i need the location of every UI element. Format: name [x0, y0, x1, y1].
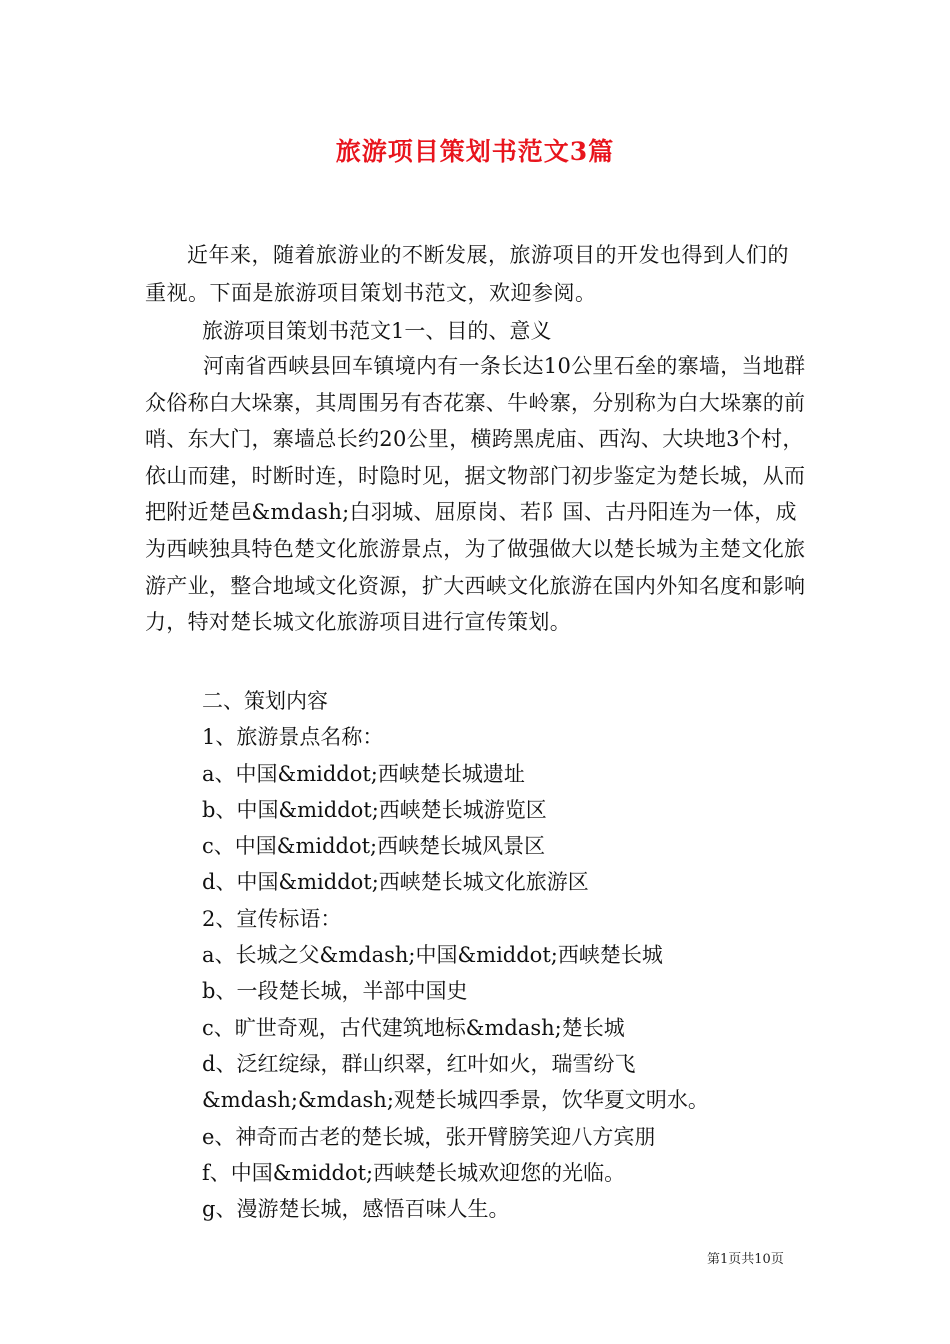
- scenic-name-item: c、中国&middot;西峡楚长城风景区: [202, 834, 546, 859]
- page-number-footer: 第1页共10页: [707, 1252, 784, 1267]
- slogan-item: b、一段楚长城，半部中国史: [202, 979, 468, 1004]
- slogan-item: c、旷世奇观，古代建筑地标&mdash;楚长城: [202, 1015, 625, 1040]
- slogan-item: g、漫游楚长城，感悟百味人生。: [202, 1197, 510, 1222]
- section-one-paragraph: 河南省西峡县回车镇境内有一条长达10公里石垒的寨墙，当地群众俗称白大垛寨，其周围另有杏花寨、牛岭寨，分别称为白大垛寨的前哨、东大门，寨墙总长约20公里，横跨黑虎庙、西沟、大块地3个村，依山而建，时断时连，时隐时见，据文物部门初步鉴定为楚长城，从而把附近楚邑&mdash;白羽城、屈原岗、若阝国、古丹阳连为一体，成为西峡独具特色楚文化旅游景点，为了做强做大以楚长城为主楚文化旅游产业，整合地域文化资源，扩大西峡文化旅游在国内外知名度和影响力，特对楚长城文化旅游项目进行宣传策划。: [145, 354, 806, 635]
- slogan-item-continuation: &mdash;&mdash;观楚长城四季景，饮华夏文明水。: [202, 1088, 709, 1113]
- section-two-heading: 二、策划内容: [202, 689, 328, 713]
- scenic-name-item: d、中国&middot;西峡楚长城文化旅游区: [202, 870, 589, 895]
- intro-paragraph: 近年来，随着旅游业的不断发展，旅游项目的开发也得到人们的重视。下面是旅游项目策划书范文，欢迎参阅。: [145, 243, 789, 305]
- scenic-name-heading: 1、旅游景点名称：: [202, 725, 384, 750]
- slogan-item: f、中国&middot;西峡楚长城欢迎您的光临。: [202, 1160, 626, 1185]
- document-title: 旅游项目策划书范文3篇: [335, 137, 615, 166]
- scenic-name-item: a、中国&middot;西峡楚长城遗址: [202, 761, 525, 786]
- slogan-item: e、神奇而古老的楚长城，张开臂膀笑迎八方宾朋: [202, 1124, 656, 1149]
- scenic-name-item: b、中国&middot;西峡楚长城游览区: [202, 797, 547, 822]
- slogan-item: d、泛红绽绿，群山织翠，红叶如火，瑞雪纷飞: [202, 1051, 636, 1076]
- section-one-heading: 旅游项目策划书范文1一、目的、意义: [202, 319, 552, 343]
- content-list: [202, 683, 812, 1227]
- slogan-item: a、长城之父&mdash;中国&middot;西峡楚长城: [202, 943, 663, 968]
- slogan-heading: 2、宣传标语：: [202, 906, 342, 931]
